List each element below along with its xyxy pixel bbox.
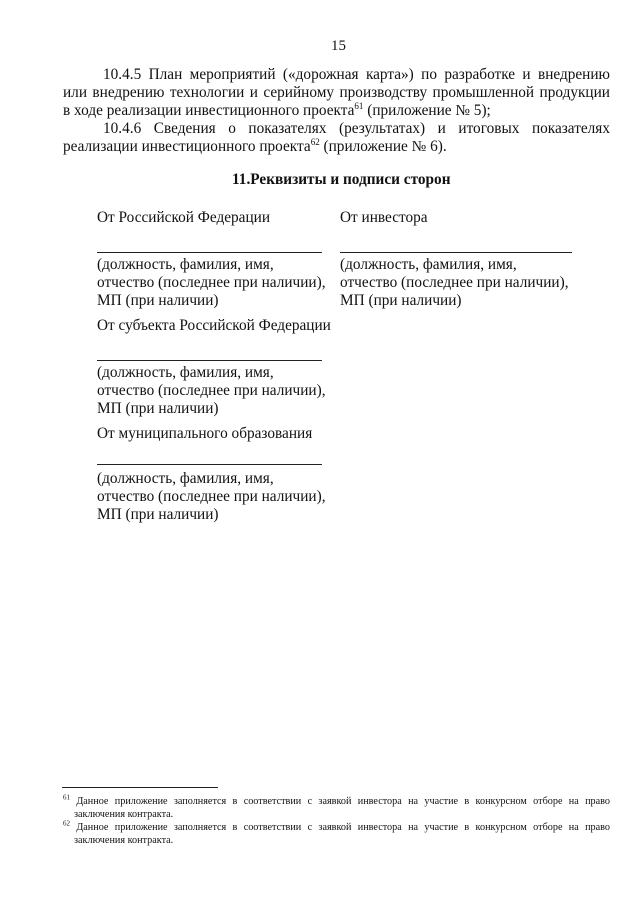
signature-line <box>97 464 322 465</box>
footnote-mark: 62 <box>63 819 70 828</box>
party-russian-federation: От Российской Федерации <box>97 209 271 226</box>
footnote-ref-61[interactable]: 61 <box>354 100 364 111</box>
signature-line <box>340 252 572 253</box>
caption-line: отчество (последнее при наличии), <box>340 274 569 291</box>
signature-line <box>97 252 322 253</box>
paragraph-10-4-6-line-1: 10.4.6 Сведения о показателях (результатах) и итоговых показателях <box>103 120 610 137</box>
footnote-text: заключения контракта. <box>74 809 174 820</box>
text: реализации инвестиционного проекта <box>63 138 311 155</box>
footnote-separator <box>62 787 218 788</box>
caption-line: отчество (последнее при наличии), <box>97 274 326 291</box>
caption-line: МП (при наличии) <box>97 506 219 523</box>
caption-line: (должность, фамилия, имя, <box>97 470 274 487</box>
signature-caption <box>97 256 326 310</box>
caption-line: (должность, фамилия, имя, <box>97 256 274 273</box>
caption-line: (должность, фамилия, имя, <box>97 364 274 381</box>
section-heading: 11.Реквизиты и подписи сторон <box>232 171 451 188</box>
footnote-62 <box>63 821 610 847</box>
party-federal-subject: От субъекта Российской Федерации <box>97 317 331 334</box>
caption-line: МП (при наличии) <box>340 292 462 309</box>
party-investor: От инвестора <box>340 209 428 226</box>
paragraph-10-4-5-line-1: 10.4.5 План мероприятий («дорожная карта») по разработке и внедрению <box>103 66 610 83</box>
paragraph-10-4-6-line-2 <box>63 138 610 156</box>
footnote-mark: 61 <box>63 793 70 802</box>
text: (приложение № 6). <box>319 138 447 155</box>
caption-line: МП (при наличии) <box>97 400 219 417</box>
signature-caption <box>340 256 569 310</box>
party-municipality: От муниципального образования <box>97 425 313 442</box>
signature-line <box>97 360 322 361</box>
caption-line: (должность, фамилия, имя, <box>340 256 517 273</box>
footnote-text: заключения контракта. <box>74 835 174 846</box>
page-number: 15 <box>331 38 346 54</box>
signature-caption <box>97 470 326 524</box>
paragraph-10-4-5-line-3 <box>63 102 610 120</box>
text: (приложение № 5); <box>363 102 491 119</box>
paragraph-10-4-5-line-2: или внедрению технологии и серийному производству промышленной продукции <box>63 84 610 101</box>
footnote-text: Данное приложение заполняется в соответствии с заявкой инвестора на участие в конкурсном отборе на право <box>76 822 610 833</box>
signature-caption <box>97 364 326 418</box>
caption-line: МП (при наличии) <box>97 292 219 309</box>
text: в ходе реализации инвестиционного проекта <box>63 102 355 119</box>
caption-line: отчество (последнее при наличии), <box>97 488 326 505</box>
footnote-ref-62[interactable]: 62 <box>310 136 320 147</box>
caption-line: отчество (последнее при наличии), <box>97 382 326 399</box>
footnote-61 <box>63 795 610 821</box>
footnote-text: Данное приложение заполняется в соответствии с заявкой инвестора на участие в конкурсном отборе на право <box>76 796 610 807</box>
